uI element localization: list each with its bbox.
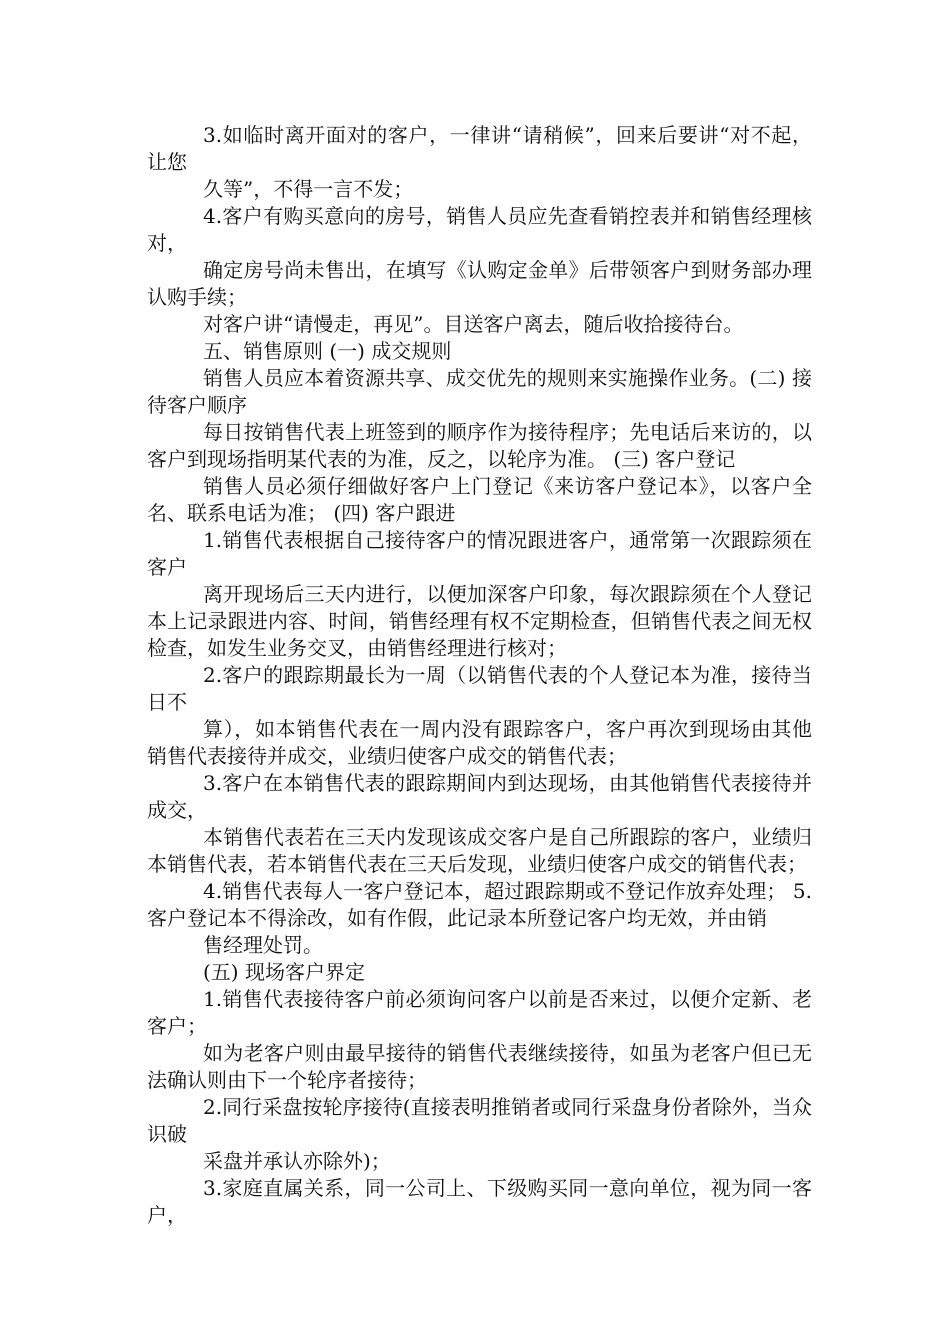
paragraph-16: 4.销售代表每人一客户登记本，超过跟踪期或不登记作放弃处理； 5.客户登记本不得涂改，如有作假，此记录本所登记客户均无效，并由销 bbox=[147, 879, 812, 930]
paragraph-23: 3.家庭直属关系，同一公司上、下级购买同一意向单位，视为同一客户， bbox=[147, 1176, 812, 1227]
paragraph-1: 3.如临时离开面对的客户，一律讲“请稍候”，回来后要讲“对不起，让您 bbox=[147, 123, 812, 174]
paragraph-8: 每日按销售代表上班签到的顺序作为接待程序；先电话后来访的，以客户到现场指明某代表的为准，反之，以轮序为准。 (三) 客户登记 bbox=[147, 420, 812, 471]
paragraph-9: 销售人员必须仔细做好客户上门登记《来访客户登记本》，以客户全名、联系电话为准； (四) 客户跟进 bbox=[147, 474, 812, 525]
paragraph-10: 1.销售代表根据自己接待客户的情况跟进客户，通常第一次跟踪须在客户 bbox=[147, 528, 812, 579]
paragraph-17: 售经理处罚。 bbox=[203, 933, 323, 957]
paragraph-20: 如为老客户则由最早接待的销售代表继续接待，如虽为老客户但已无法确认则由下一个轮序者接待； bbox=[147, 1041, 812, 1092]
paragraph-7: 销售人员应本着资源共享、成交优先的规则来实施操作业务。(二) 接待客户顺序 bbox=[147, 366, 812, 417]
paragraph-11: 离开现场后三天内进行，以便加深客户印象，每次跟踪须在个人登记本上记录跟进内容、时间，销售经理有权不定期检查，但销售代表之间无权检查，如发生业务交叉，由销售经理进行核对； bbox=[147, 582, 812, 660]
paragraph-14: 3.客户在本销售代表的跟踪期间内到达现场，由其他销售代表接待并成交， bbox=[147, 771, 812, 822]
paragraph-15: 本销售代表若在三天内发现该成交客户是自己所跟踪的客户，业绩归本销售代表，若本销售代表在三天后发现，业绩归使客户成交的销售代表； bbox=[147, 825, 812, 876]
paragraph-21: 2.同行采盘按轮序接待(直接表明推销者或同行采盘身份者除外，当众识破 bbox=[147, 1095, 812, 1146]
paragraph-22: 采盘并承认亦除外)； bbox=[203, 1149, 391, 1173]
paragraph-12: 2.客户的跟踪期最长为一周（以销售代表的个人登记本为准，接待当日不 bbox=[147, 663, 812, 714]
paragraph-2: 久等”，不得一言不发； bbox=[203, 177, 414, 201]
paragraph-13: 算），如本销售代表在一周内没有跟踪客户，客户再次到现场由其他销售代表接待并成交，业绩归使客户成交的销售代表； bbox=[147, 717, 812, 768]
paragraph-4: 确定房号尚未售出，在填写《认购定金单》后带领客户到财务部办理认购手续； bbox=[147, 258, 812, 309]
section-heading-sales-principles: 五、销售原则 (一) 成交规则 bbox=[203, 339, 452, 363]
section-heading-onsite-clients: (五) 现场客户界定 bbox=[203, 960, 365, 984]
paragraph-3: 4.客户有购买意向的房号，销售人员应先查看销控表并和销售经理核对， bbox=[147, 204, 812, 255]
document-page bbox=[147, 122, 812, 1229]
paragraph-5: 对客户讲“请慢走，再见”。目送客户离去，随后收拾接待台。 bbox=[203, 312, 744, 336]
paragraph-19: 1.销售代表接待客户前必须询问客户以前是否来过，以便介定新、老客户； bbox=[147, 987, 812, 1038]
